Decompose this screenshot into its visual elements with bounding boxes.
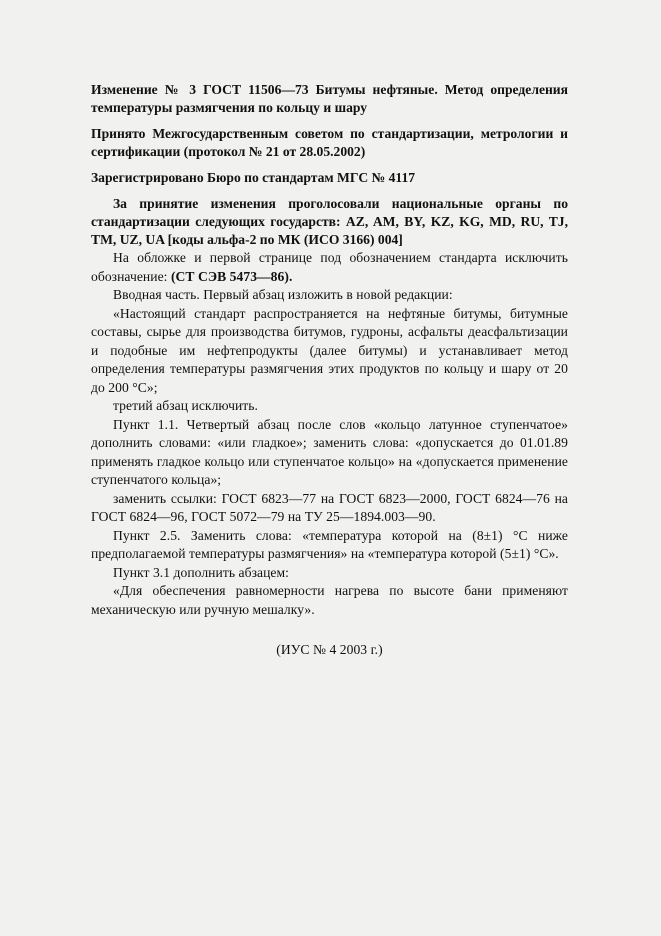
item-3-1-quote-paragraph: «Для обеспечения равномерности нагрева по высоте бани применяют механическую или ручную мешалку».	[91, 583, 568, 617]
document-content	[91, 81, 568, 659]
item-3-1-paragraph: Пункт 3.1 дополнить абзацем:	[113, 564, 289, 580]
cover-designation: (СТ СЭВ 5473—86).	[170, 268, 293, 284]
references-paragraph: заменить ссылки: ГОСТ 6823—77 на ГОСТ 6823—2000, ГОСТ 6824—76 на ГОСТ 6824—96, ГОСТ 5072—79 на ТУ 25—1894.003—90.	[91, 490, 568, 524]
publication-source: (ИУС № 4 2003 г.)	[276, 642, 383, 657]
cover-text: На обложке и первой странице под обозначением стандарта исключить обозначение:	[91, 250, 568, 284]
third-paragraph-note: третий абзац исключить.	[113, 398, 258, 413]
item-2-5-paragraph: Пункт 2.5. Заменить слова: «температура которой на (8±1) °С ниже предполагаемой температуры размягчения» на «температура которой (5±1) °С».	[91, 527, 568, 561]
cover-paragraph	[91, 249, 568, 286]
voting-countries: За принятие изменения проголосовали национальные органы по стандартизации следующих государств: AZ, AM, BY, KZ, KG, MD, RU, TJ, TM, UZ, UA [коды альфа-2 по МК (ИСО 3166) 004]	[91, 196, 568, 247]
intro-quote-paragraph: «Настоящий стандарт распространяется на нефтяные битумы, битумные составы, сырье для производства битумов, гудроны, асфальты деасфальтизации и подобные им нефтепродукты (далее битумы) и устанавливает метод определения температуры размягчения этих продуктов по кольцу и шару от 20 до 200 °С»;	[91, 305, 568, 395]
amendment-title: Изменение № 3 ГОСТ 11506—73 Битумы нефтяные. Метод определения температуры размягчения по кольцу и шару	[91, 82, 568, 115]
item-1-1-paragraph: Пункт 1.1. Четвертый абзац после слов «кольцо латунное ступенчатое» дополнить словами: «или гладкое»; заменить слова: «допускается до 01.01.89 применять гладкое кольцо или ступенчатое кольцо» на «допускается применение ступенчатого кольца»;	[91, 416, 568, 487]
registration-note: Зарегистрировано Бюро по стандартам МГС № 4117	[91, 170, 416, 185]
adoption-note: Принято Межгосударственным советом по стандартизации, метрологии и сертификации (протокол № 21 от 28.05.2002)	[91, 126, 568, 159]
intro-paragraph: Вводная часть. Первый абзац изложить в новой редакции:	[113, 287, 453, 302]
